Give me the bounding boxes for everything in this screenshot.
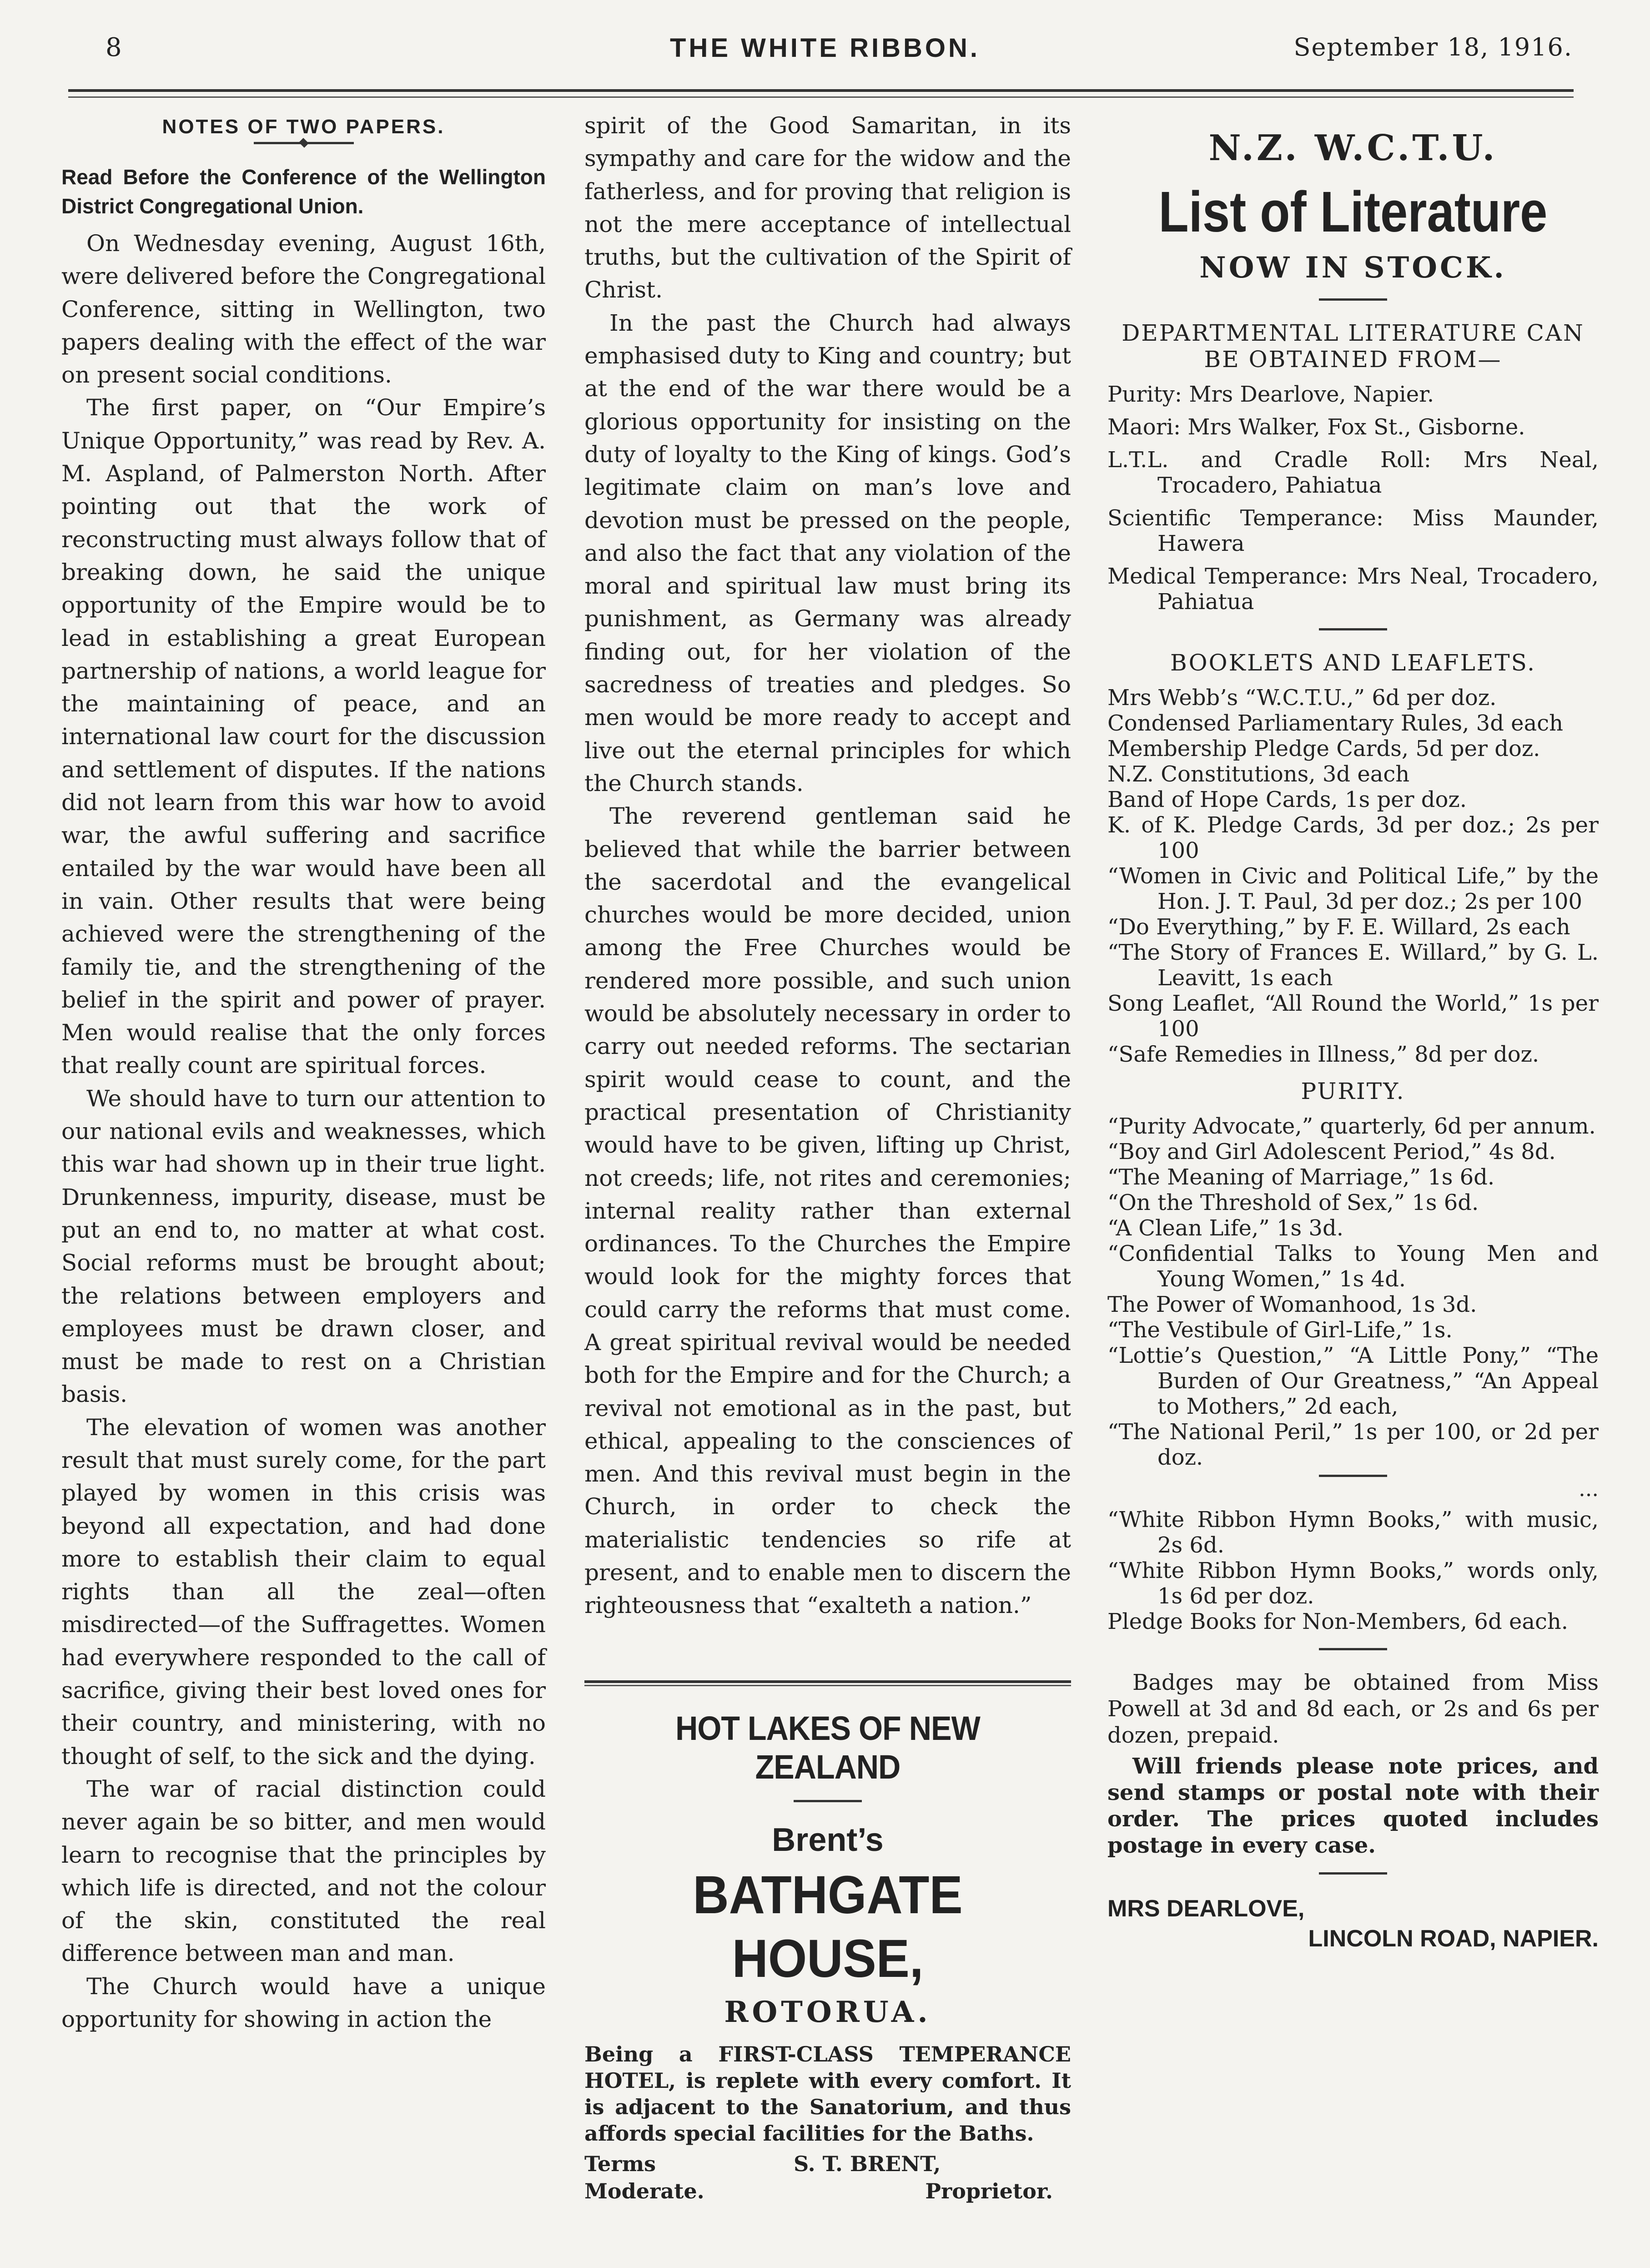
list-item: “Purity Advocate,” quarterly, 6d per annum. bbox=[1107, 1114, 1596, 1139]
advert-hotel-name: BATHGATE HOUSE, bbox=[693, 1865, 963, 1989]
list-item: Purity: Mrs Dearlove, Napier. bbox=[1107, 382, 1434, 407]
list-item: The Power of Womanhood, 1s 3d. bbox=[1107, 1292, 1477, 1317]
paragraph: In the past the Church had always emphasised duty to King and country; but at the end of the war there would be a glorious opportunity for insisting on the duty of loyalty to the King of kings. God’s legitimate claim on man’s love and devotion must be pressed on the people, and also the fact that any violation of the moral and spiritual law must bring its punishment, as Germany was already finding out, for her violation of the sacredness of treaties and pledges. So men would be more ready to accept and live out the eternal principles for which the Church stands. bbox=[584, 309, 1071, 796]
terms-value: Moderate. bbox=[584, 2178, 704, 2203]
booklets-heading: BOOKLETS AND LEAFLETS. bbox=[1170, 650, 1536, 676]
paragraph: The elevation of women was another result that must surely come, for the part played by women in this crisis was beyond all expectation, and had done more to establish their claim to equal rights than all the zeal—often misdirected—of the Suffragettes. Women had everywhere responded to the call of sacrifice, giving their best loved ones for their country, and ministering, with no thought of self, to the sick and the dying. bbox=[61, 1414, 546, 1769]
paragraph: On Wednesday evening, August 16th, were delivered before the Congregational Conference, sitting in Wellington, two papers dealing with the effect of the war on present social conditions. bbox=[61, 230, 546, 388]
page-number: 8 bbox=[106, 33, 122, 62]
advert-body: Being a FIRST-CLASS TEMPERANCE HOTEL, is replete with every comfort. It is adjacent to the Sanatorium, and thus affords special facilities for the Baths. bbox=[584, 2041, 1071, 2146]
list-item: “Lottie’s Question,” “A Little Pony,” “The Burden of Our Greatness,” “An Appeal to Mothers,” 2d each, bbox=[1107, 1343, 1599, 1419]
advert-rule bbox=[584, 1680, 1071, 1683]
proprietor-title: Proprietor. bbox=[925, 2178, 1053, 2203]
list-item: “The National Peril,” 1s per 100, or 2d per doz. bbox=[1107, 1419, 1599, 1470]
list-item: “The Story of Frances E. Willard,” by G. L. Leavitt, 1s each bbox=[1107, 940, 1599, 991]
divider bbox=[1319, 298, 1387, 301]
badges-note: Badges may be obtained from Miss Powell at 3d and 8d each, or 2s and 6s per dozen, prepaid. bbox=[1107, 1670, 1599, 1748]
terms-label: Terms bbox=[584, 2151, 656, 2176]
list-item: “On the Threshold of Sex,” 1s 6d. bbox=[1107, 1190, 1479, 1215]
literature-column bbox=[1107, 109, 1599, 1954]
list-item: “The Meaning of Marriage,” 1s 6d. bbox=[1107, 1164, 1495, 1190]
advert-owner: Brent’s bbox=[772, 1821, 884, 1858]
booklets-list bbox=[1107, 685, 1599, 1067]
list-item: K. of K. Pledge Cards, 3d per doz.; 2s per 100 bbox=[1107, 812, 1599, 863]
purity-heading: PURITY. bbox=[1301, 1078, 1405, 1104]
dept-heading: DEPARTMENTAL LITERATURE CAN BE OBTAINED FROM— bbox=[1122, 320, 1585, 373]
list-item: N.Z. Constitutions, 3d each bbox=[1107, 761, 1410, 787]
advert-divider bbox=[794, 1800, 862, 1802]
paragraph: We should have to turn our attention to our national evils and weaknesses, which this war had shown up in their true light. Drunkenness, impurity, disease, must be put an end to, no matter at what cost. Social reforms must be brought about; the relations between employers and employees must be drawn closer, and must be made to rest on a Christian basis. bbox=[61, 1085, 546, 1408]
paragraph: The war of racial distinction could never again be so bitter, and men would learn to recognise that the principles by which life is directed, and not the colour of the skin, constituted the real difference between man and man. bbox=[61, 1775, 546, 1967]
article-subheading: Read Before the Conference of the Wellington District Congregational Union. bbox=[61, 165, 546, 218]
list-item: “White Ribbon Hymn Books,” with music, 2s 6d. bbox=[1107, 1507, 1599, 1558]
hymn-list bbox=[1107, 1507, 1599, 1634]
proprietor-name: S. T. BRENT, bbox=[794, 2151, 941, 2176]
purity-list bbox=[1107, 1114, 1599, 1470]
divider bbox=[1319, 1648, 1387, 1650]
paragraph: The reverend gentleman said he believed that while the barrier between the sacerdotal and the evangelical churches would be more decided, union among the Free Churches would be rendered more possible, and such union would be absolutely necessary in order to carry out needed reforms. The sectarian spirit would cease to count, and the practical presentation of Christianity would have to be given, lifting up Christ, not creeds; life, not rites and ceremonies; internal reality rather than external ordinances. To the Churches the Empire would look for the mighty forces that could carry the reforms that must come. A great spiritual revival would be needed both for the Empire and for the Church; a revival not emotional as in the past, but ethical, appealing to the consciences of men. And this revival must begin in the Church, in order to check the materialistic tendencies so rife at present, and to enable men to discern the righteousness that “exalteth a nation.” bbox=[584, 803, 1071, 1619]
list-item: Band of Hope Cards, 1s per doz. bbox=[1107, 787, 1467, 812]
list-item: Scientific Temperance: Miss Maunder, Hawera bbox=[1107, 505, 1599, 556]
article-heading: NOTES OF TWO PAPERS. bbox=[162, 116, 445, 138]
contact-name: MRS DEARLOVE, bbox=[1107, 1895, 1305, 1922]
divider bbox=[1319, 1475, 1387, 1477]
list-item: Membership Pledge Cards, 5d per doz. bbox=[1107, 736, 1540, 761]
advert-footer bbox=[584, 2150, 1071, 2209]
list-item: “Confidential Talks to Young Men and Young Women,” 1s 4d. bbox=[1107, 1241, 1599, 1292]
hotel-advert bbox=[584, 1709, 1071, 2209]
list-item: L.T.L. and Cradle Roll: Mrs Neal, Trocadero, Pahiatua bbox=[1107, 447, 1599, 498]
article-column-1 bbox=[61, 109, 546, 2036]
list-item: Condensed Parliamentary Rules, 3d each bbox=[1107, 711, 1563, 736]
paragraph: spirit of the Good Samaritan, in its sympathy and care for the widow and the fatherless, and for proving that religion is not the mere acceptance of intellectual truths, but the cultivation of the Spirit of Christ. bbox=[584, 112, 1071, 303]
list-item: Medical Temperance: Mrs Neal, Trocadero, Pahiatua bbox=[1107, 564, 1599, 615]
ornament-divider bbox=[254, 142, 354, 144]
issue-date: September 18, 1916. bbox=[1293, 33, 1573, 61]
divider bbox=[1319, 1872, 1387, 1875]
advert-headline: HOT LAKES OF NEW ZEALAND bbox=[675, 1709, 980, 1786]
advert-place: ROTORUA. bbox=[724, 1995, 931, 2029]
list-item: Maori: Mrs Walker, Fox St., Gisborne. bbox=[1107, 414, 1525, 440]
list-item: Song Leaflet, “All Round the World,” 1s per 100 bbox=[1107, 991, 1599, 1042]
list-item: Pledge Books for Non-Members, 6d each. bbox=[1107, 1609, 1569, 1634]
org-name: N.Z. W.C.T.U. bbox=[1208, 127, 1498, 169]
masthead-title: THE WHITE RIBBON. bbox=[670, 33, 980, 63]
header-rule-thin bbox=[68, 96, 1574, 98]
prices-note: Will friends please note prices, and send stamps or postal note with their order. The prices quoted includes postage in every case. bbox=[1107, 1754, 1599, 1858]
list-item: “Women in Civic and Political Life,” by the Hon. J. T. Paul, 3d per doz.; 2s per 100 bbox=[1107, 863, 1599, 914]
list-item: Mrs Webb’s “W.C.T.U.,” 6d per doz. bbox=[1107, 685, 1497, 711]
literature-subtitle: NOW IN STOCK. bbox=[1199, 251, 1507, 285]
literature-title: List of Literature bbox=[1158, 180, 1548, 244]
advert-rule-thin bbox=[584, 1685, 1071, 1686]
divider bbox=[1319, 628, 1387, 630]
header-rule bbox=[68, 89, 1574, 92]
list-item: “Do Everything,” by F. E. Willard, 2s each bbox=[1107, 914, 1570, 940]
list-item: “Boy and Girl Adolescent Period,” 4s 8d. bbox=[1107, 1139, 1556, 1164]
page-header bbox=[0, 33, 1650, 69]
paragraph: The first paper, on “Our Empire’s Unique Opportunity,” was read by Rev. A. M. Aspland, of Palmerston North. After pointing out that the work of reconstructing must always follow that of breaking down, he said the unique opportunity of the Empire would be to lead in establishing a great European partnership of nations, a world league for the maintaining of peace, and an international law court for the discussion and settlement of disputes. If the nations did not learn from this war how to avoid war, the awful suffering and sacrifice entailed by the war would have been all in vain. Other results that were being achieved were the strengthening of the family tie, and the strengthening of the belief in the spirit and power of prayer. Men would realise that the only forces that really count are spiritual forces. bbox=[61, 394, 546, 1079]
paragraph: The Church would have a unique opportunity for showing in action the bbox=[61, 1973, 546, 2033]
list-item: “The Vestibule of Girl-Life,” 1s. bbox=[1107, 1317, 1453, 1343]
contact-address: LINCOLN ROAD, NAPIER. bbox=[1308, 1925, 1599, 1952]
dots: ... bbox=[1579, 1477, 1599, 1501]
article-column-2 bbox=[584, 109, 1071, 2209]
dept-list bbox=[1107, 382, 1599, 615]
list-item: “Safe Remedies in Illness,” 8d per doz. bbox=[1107, 1042, 1539, 1067]
list-item: “White Ribbon Hymn Books,” words only, 1s 6d per doz. bbox=[1107, 1558, 1599, 1609]
list-item: “A Clean Life,” 1s 3d. bbox=[1107, 1215, 1343, 1241]
